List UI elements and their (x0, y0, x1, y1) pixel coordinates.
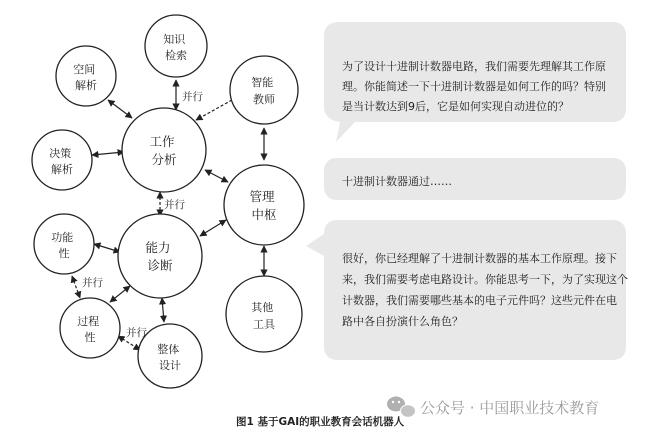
edge-label-function-process: 并行 (82, 277, 103, 289)
watermark-text: 公众号 · 中国职业技术教育 (420, 399, 600, 417)
node-smart-teacher (230, 56, 298, 124)
node-process-label: 过程 性 (77, 315, 100, 344)
figure-caption: 图1 基于GAI的职业教育会话机器人 (236, 416, 405, 428)
edge-teacher-work (196, 100, 232, 120)
dialogue-bubble-2-text: 十进制计数器通过…… (342, 175, 452, 188)
edge-process-ability (110, 286, 130, 302)
node-other-tools (226, 276, 302, 352)
edge-ability-overall (162, 298, 164, 322)
edge-spatial-work (108, 100, 132, 118)
dialogue-bubble-3-text: 很好，你已经理解了十进制计数器的基本工作原理。接下 来，我们需要考虑电路设计。你能思考一下，为了实现这个 计数器，我们需要哪些基本的电子元件吗？这些元件在电 路中各自扮演什么角色？ (342, 252, 628, 328)
node-work-analysis-label: 工作 分析 (149, 134, 177, 167)
wechat-icon (387, 397, 416, 418)
dialogue-panel (306, 22, 632, 360)
node-overall-design (138, 324, 202, 388)
edge-function-ability (94, 244, 120, 252)
dialogue-bubble-3 (306, 220, 626, 360)
node-decision-analysis (32, 130, 92, 190)
node-ability-diagnosis (118, 214, 202, 298)
dialogue-bubble-1-text: 为了设计十进制计数器电路，我们需要先理解其工作原 理。你能简述一下十进制计数器是如何工作的吗？特别 是当计数达到9后，它是如何实现自动进位的？ (342, 60, 606, 113)
node-smart-teacher-label: 智能 教师 (251, 76, 275, 106)
node-process (60, 298, 120, 358)
edge-decision-work (92, 152, 124, 155)
edge-hub-ability (200, 220, 226, 236)
edge-label-process-overall: 并行 (126, 327, 147, 339)
node-overall-design-label: 整体 设计 (157, 343, 181, 372)
edge-label-knowledge-work: 并行 (182, 91, 203, 103)
node-spatial-analysis (56, 46, 116, 106)
node-knowledge-retrieval (145, 15, 207, 77)
node-management-hub-label: 管理 中枢 (249, 189, 277, 222)
node-function (34, 214, 94, 274)
edge-function-process (72, 276, 80, 298)
node-spatial-analysis-label: 空间 解析 (73, 63, 97, 92)
edge-work-hub (205, 170, 228, 182)
node-decision-analysis-label: 决策 解析 (49, 147, 73, 176)
node-function-label: 功能 性 (51, 231, 74, 260)
edge-label-work-ability: 并行 (164, 199, 185, 211)
node-work-analysis (122, 108, 206, 192)
node-ability-diagnosis-label: 能力 诊断 (145, 240, 173, 273)
node-knowledge-retrieval-label: 知识 检索 (163, 33, 187, 62)
node-management-hub (224, 165, 304, 245)
watermark (387, 397, 599, 418)
node-other-tools-label: 其他 工具 (251, 301, 275, 331)
